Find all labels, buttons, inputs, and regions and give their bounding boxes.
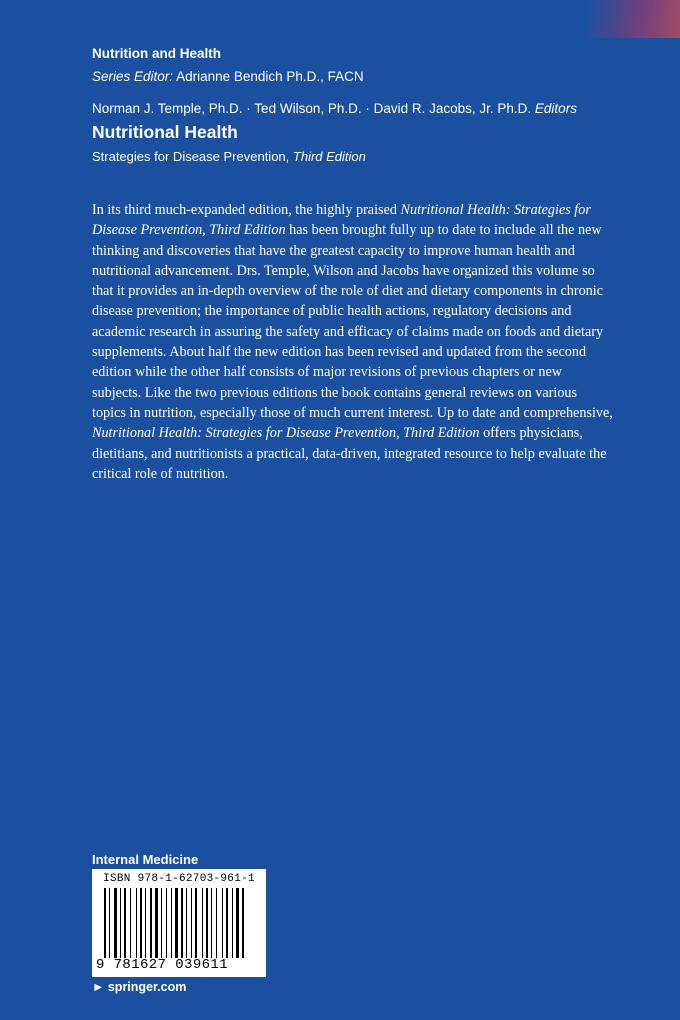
barcode-bar: [140, 888, 142, 958]
barcode: [92, 869, 266, 977]
barcode-bar: [186, 888, 187, 958]
barcode-bars: [104, 888, 262, 958]
barcode-bar: [120, 888, 121, 958]
barcode-bar: [195, 888, 197, 958]
barcode-bar: [114, 888, 117, 958]
blurb-part-1: In its third much-expanded edition, the highly praised: [92, 202, 397, 218]
series-editor-name: Adrianne Bendich Ph.D., FACN: [176, 69, 364, 84]
barcode-bar: [155, 888, 158, 958]
blurb-title-italic-2: Nutritional Health: Strategies for Disease Prevention, Third Edition: [92, 425, 480, 442]
book-editors-names: Norman J. Temple, Ph.D. · Ted Wilson, Ph.D. · David R. Jacobs, Jr. Ph.D.: [92, 101, 532, 116]
barcode-bar: [181, 888, 183, 958]
blurb-part-3: offers physicians, dietitians, and nutritionists a practical, data-driven, integrated resource to help evaluate the critical role of nutrition.: [92, 425, 607, 482]
barcode-bar: [150, 888, 152, 958]
barcode-bar: [145, 888, 146, 958]
barcode-bar: [211, 888, 212, 958]
book-editors: [92, 101, 577, 116]
barcode-bar: [202, 888, 203, 958]
arrow-right-icon: ►: [92, 980, 105, 994]
barcode-bar: [109, 888, 110, 958]
barcode-bar: [191, 888, 192, 958]
barcode-bar: [206, 888, 208, 958]
barcode-bar: [242, 888, 244, 958]
book-editors-role: Editors: [534, 101, 577, 116]
book-subtitle-text: Strategies for Disease Prevention,: [92, 149, 290, 164]
barcode-bar: [130, 888, 131, 958]
series-editor: [92, 69, 364, 84]
barcode-bar: [166, 888, 167, 958]
barcode-bar: [222, 888, 223, 958]
barcode-bar: [161, 888, 162, 958]
book-subtitle: [92, 149, 366, 164]
barcode-bar: [232, 888, 233, 958]
series-title: Nutrition and Health: [92, 46, 221, 61]
book-title: Nutritional Health: [92, 122, 238, 142]
publisher-website: [92, 980, 186, 994]
blurb-title-italic-1: Nutritional Health: Strategies for Disease Prevention, Third Edition: [92, 202, 591, 239]
barcode-bar: [136, 888, 137, 958]
series-editor-label: Series Editor:: [92, 69, 174, 84]
corner-accent: [588, 0, 680, 38]
publisher-website-text: springer.com: [107, 980, 187, 994]
barcode-bar: [236, 888, 239, 958]
barcode-bar: [104, 888, 106, 958]
barcode-bar: [175, 888, 178, 958]
blurb-part-2: has been brought fully up to date to include all the new thinking and discoveries that have the greatest capacity to improve human health and nutritional advancement. Drs. Temple, Wilson and Jacobs have organized this volume so that it provides an in-depth overview of the role of diet and dietary components in chronic disease prevention; the importance of public health actions, regulatory decisions and academic research in assuring the safety and efficacy of claims made on foods and dietary supplements. About half the new edition has been revised and updated from the second edition while the other half consists of major revisions of previous chapters or new subjects. Like the two previous editions the book contains general reviews on various topics in nutrition, especially those of much current interest. Up to date and comprehensive,: [92, 222, 613, 421]
barcode-bar: [226, 888, 228, 958]
barcode-bar: [124, 888, 126, 958]
category-label: Internal Medicine: [92, 852, 199, 867]
barcode-bar: [171, 888, 172, 958]
isbn-label: ISBN 978-1-62703-961-1: [103, 873, 255, 885]
barcode-bar: [216, 888, 217, 958]
blurb-paragraph: [92, 200, 614, 484]
barcode-digits: 9 781627 039611: [96, 957, 229, 973]
book-edition: Third Edition: [292, 149, 366, 164]
